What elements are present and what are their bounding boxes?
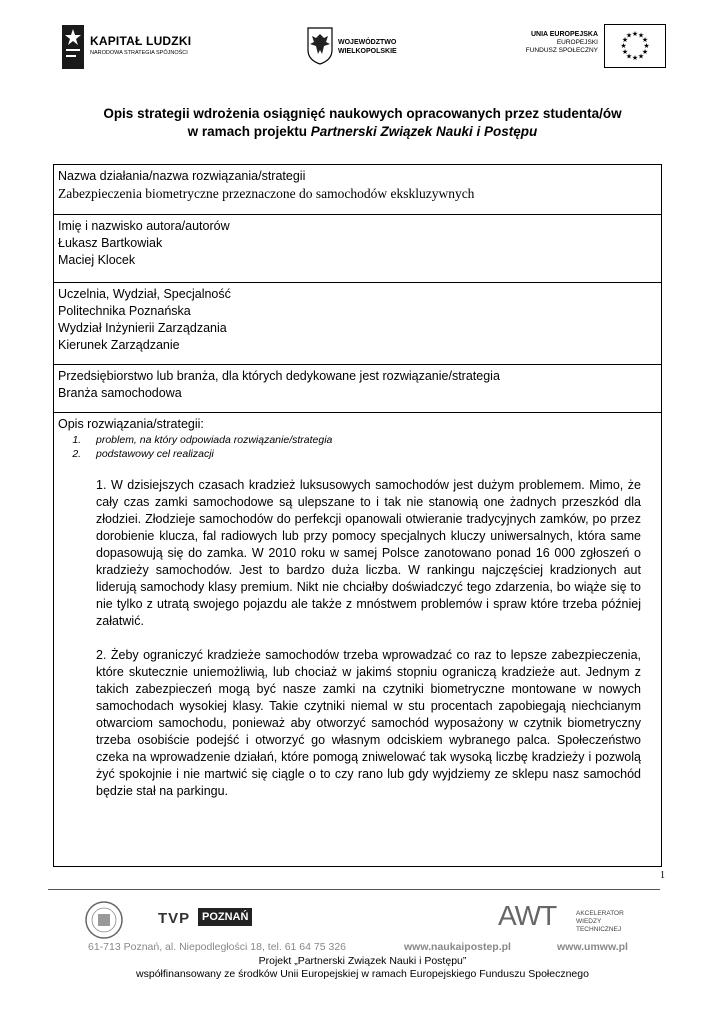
section-description [54,413,661,866]
section-label: Opis rozwiązania/strategii: [58,417,204,431]
wielkopolska-line1: WOJEWÓDZTWO [338,39,397,46]
wielkopolska-logo [306,26,406,70]
kapital-ludzki-emblem-icon [62,25,84,69]
list-item: 1. problem, na który odpowiada rozwiązanie/strategia [84,433,657,447]
description-subpoints [58,433,657,461]
author-name: Łukasz Bartkowiak [58,236,163,250]
strategy-form-table [53,164,662,867]
svg-text:★: ★ [620,42,627,50]
eu-flag-icon [604,24,666,68]
awt-label: AWT [498,900,557,931]
kapital-ludzki-subtitle: NARODOWA STRATEGIA SPÓJNOŚCI [90,50,188,56]
section-university [54,283,661,365]
university-line: Kierunek Zarządzanie [58,338,180,352]
section-label: Nazwa działania/nazwa rozwiązania/strategii [58,169,306,183]
author-name: Maciej Klocek [58,253,136,267]
kapital-ludzki-title: KAPITAŁ LUDZKI [90,34,192,48]
svg-text:★: ★ [637,31,645,40]
page-number: 1 [660,870,665,881]
awt-subtitle [576,910,624,934]
tvp-city-label: POZNAŃ [198,908,252,926]
university-seal-icon [84,900,124,940]
footer-address: 61-713 Poznań, al. Niepodległości 18, tel. 61 64 75 326 [88,941,347,953]
wielkopolska-label [338,38,397,56]
awt-line3: TECHNICZNEJ [576,926,622,933]
solution-name-value: Zabezpieczenia biometryczne przeznaczone do samochodów ekskluzywnych [58,186,475,201]
university-line: Wydział Inżynierii Zarządzania [58,321,227,335]
description-paragraph-1: 1. W dzisiejszych czasach kradzież luksusowych samochodów jest dużym problemem. Mimo, że cały czas zamki samochodowe są ulepszane to i tak nie stanowią one żadnych przeszkód dla złodziei. Złodzieje samochodów do perfekcji opanowali otwieranie tradycyjnych zamków, po przez dorobienie klucza, fal radiowych lub przy pomocy specjalnych kluczy uniwersalnych, która same dopasowują się do zamka. W 2010 roku w samej Polsce zanotowano ponad 16 000 zgłoszeń o kradzieży samochodów. Jest to bardzo duża liczba. W rankingu najczęściej kradzionych aut liderują samochody klasy premium. Nikt nie chciałby doświadczyć tego zdarzenia, bo wiąże się to nie tylko z utratą swojego pojazdu ale także z mnóstwem problemów i spraw które trzeba później załatwić. [96,478,641,628]
eu-logo [512,24,662,68]
tvp-label: TVP [158,910,191,927]
section-authors [54,215,661,283]
section-label: Uczelnia, Wydział, Specjalność [58,287,231,301]
svg-text:★: ★ [641,48,649,56]
svg-text:★: ★ [643,42,650,50]
eu-line3: FUNDUSZ SPOŁECZNY [525,47,598,54]
eu-label [512,31,598,55]
svg-text:★: ★ [637,52,645,61]
svg-text:★: ★ [625,52,633,61]
tvp-poznan-logo [158,908,254,930]
list-item: 2. podstawowy cel realizacji [84,447,657,461]
svg-text:★: ★ [631,54,639,62]
section-solution-name [54,165,661,215]
project-line2: współfinansowany ze środków Unii Europejskiej w ramach Europejskiego Funduszu Społecznego [136,968,589,980]
industry-value: Branża samochodowa [58,386,182,400]
wielkopolska-line2: WIELKOPOLSKIE [338,48,397,55]
title-line2 [40,123,685,141]
svg-text:★: ★ [631,30,639,38]
description-paragraph-2: 2. Żeby ograniczyć kradzieże samochodów trzeba wprowadzać co raz to lepsze zabezpieczenia, które skutecznie uniemożliwią, lub chociaż w jakimś stopniu ograniczą kradzieże aut. Jednym z takich zabezpieczeń mogą być nasze zamki na czytniki biometryczne montowane w nowych samochodach wysokiej klasy. Takie czytniki niemal w stu procentach zapobiegają niechcianym otwarciom samochodu, ponieważ aby otworzyć samochód wyposażony w czytnik biometryczny trzeba osobiście podejść i otworzyć go własnym odciskiem wybranego palca. Społeczeństwo czeka na wprowadzenie działań, które pomogą zniwelować tak wysoką liczbę kradzieży i pozwolą żyć spokojnie i nie martwić się ciągle o to czy rano lub gdy wyjdziemy ze sklepu nasz samochód będzie stał na parkingu. [96,648,641,798]
title-line2-prefix: w ramach projektu [187,124,311,139]
kapital-ludzki-logo [62,25,232,69]
footer-project-info [40,955,685,981]
awt-logo [496,900,646,940]
eu-line1: UNIA EUROPEJSKA [530,31,598,38]
document-title [40,105,685,141]
footer-website-link[interactable]: www.umww.pl [557,941,628,953]
svg-text:★: ★ [641,36,649,44]
project-name: Partnerski Związek Nauki i Postępu [310,124,538,139]
section-industry [54,365,661,413]
eagle-shield-icon [306,26,334,66]
footer-website-link[interactable]: www.naukaipostep.pl [404,941,511,953]
section-label: Przedsiębiorstwo lub branża, dla których dedykowane jest rozwiązanie/strategia [58,369,500,383]
svg-text:★: ★ [621,48,629,56]
eu-line2: EUROPEJSKI [556,39,598,46]
project-line1: Projekt „Partnerski Związek Nauki i Postępu” [258,955,467,967]
university-line: Politechnika Poznańska [58,304,191,318]
footer-divider [48,889,660,890]
svg-text:★: ★ [625,31,633,40]
title-line1: Opis strategii wdrożenia osiągnięć naukowych opracowanych przez studenta/ów [103,106,622,121]
awt-line1: AKCELERATOR [576,910,624,917]
section-label: Imię i nazwisko autora/autorów [58,219,230,233]
awt-line2: WIEDZY [576,918,602,925]
svg-text:★: ★ [621,36,629,44]
